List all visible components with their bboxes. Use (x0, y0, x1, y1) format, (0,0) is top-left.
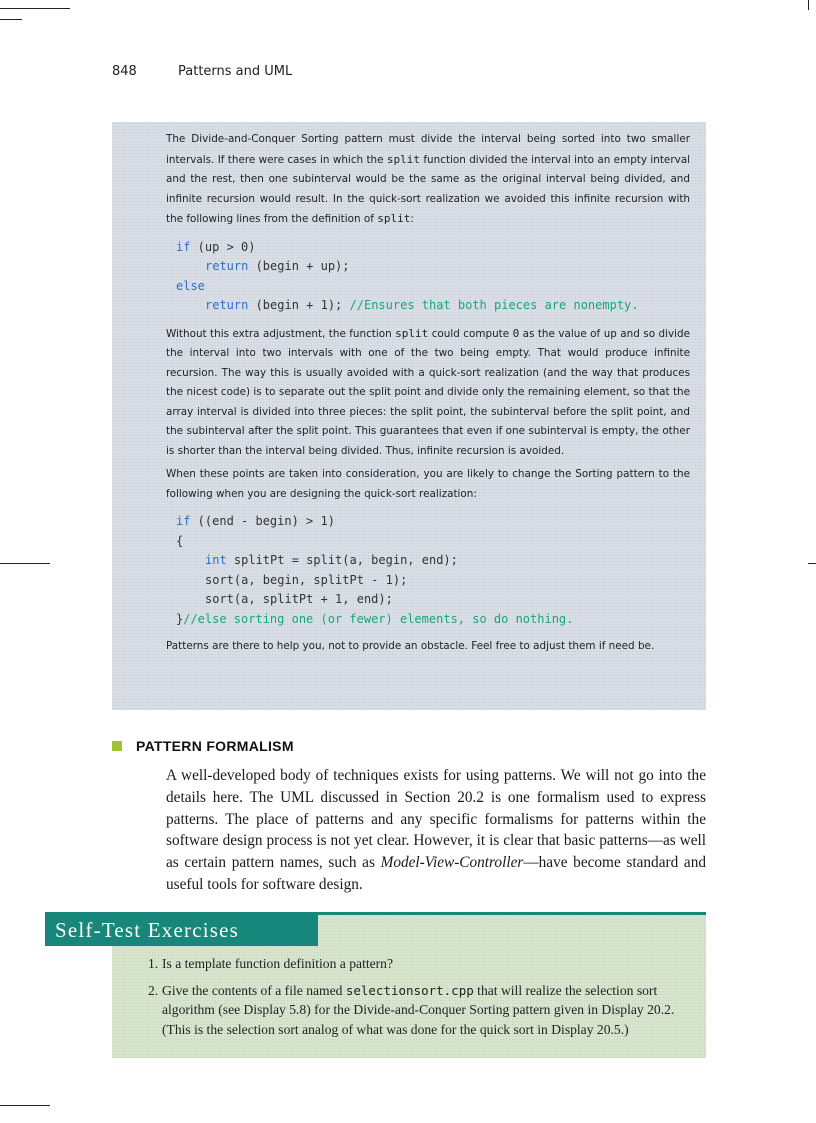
inline-code: split (395, 326, 429, 340)
tip-paragraph-1 (166, 130, 690, 230)
code-line (176, 238, 690, 258)
code-keyword: return (205, 259, 249, 273)
code-line (176, 512, 690, 532)
code-line: sort(a, splitPt + 1, end); (205, 592, 393, 606)
text-run: A well-developed body of techniques exists for using patterns. We will not go into the details here. The UML discussed in Section 20.2 is one formalism used to express patterns. The place of patterns and any specific formalisms for patterns within the software design process is not yet clear. However, it is clear that basic patterns—as well as certain pattern names, such as (166, 767, 706, 872)
list-item (148, 981, 704, 1040)
section-title: PATTERN FORMALISM (136, 738, 294, 754)
section-heading (112, 738, 294, 754)
crop-mark (808, 563, 816, 564)
code-text: (begin + 1); (248, 298, 350, 312)
item-number: 2. (148, 982, 159, 998)
running-title: Patterns and UML (178, 64, 293, 79)
code-line (176, 296, 690, 316)
text-run: The Divide-and-Conquer Sorting pattern must divide the interval being sorted into two smaller intervals. If there were cases in which the (166, 133, 690, 166)
code-line: { (176, 533, 184, 548)
item-number: 1. (148, 956, 159, 971)
code-text: } (176, 611, 184, 626)
inline-code: 0 (512, 326, 520, 340)
text-run: function divided the interval into an empty interval and the rest, then one subinterval would be the same as the original interval being divided, and infinite recursion would result. In the quick-sort realization we avoided this infinite recursion with the following lines from the definition of (166, 153, 690, 225)
self-test-list (148, 954, 704, 1046)
text-run: Is a template function definition a pattern? (162, 956, 394, 971)
tip-paragraph-3: When these points are taken into consideration, you are likely to change the Sorting pattern to the following when you are designing the quick-sort realization: (166, 468, 690, 500)
text-run: Give the contents of a file named (162, 982, 346, 998)
tip-paragraph-2 (166, 324, 690, 462)
list-item (148, 954, 704, 974)
code-block-1 (176, 238, 690, 316)
code-text: (up > 0) (190, 239, 256, 254)
text-run: : (410, 213, 414, 225)
code-block-2 (176, 512, 690, 629)
self-test-title: Self-Test Exercises (45, 915, 318, 946)
crop-mark (808, 0, 809, 10)
emphasis-text: Model-View-Controller (380, 854, 524, 872)
crop-mark (0, 563, 50, 564)
code-text: splitPt = split(a, begin, end); (226, 553, 458, 567)
code-comment: //Ensures that both pieces are nonempty. (349, 298, 639, 312)
crop-mark (0, 19, 22, 20)
code-line (176, 257, 690, 277)
text-run: as the value of (519, 327, 604, 340)
code-keyword: if (176, 239, 191, 254)
section-marker-icon (112, 741, 122, 751)
tip-paragraph-4: Patterns are there to help you, not to provide an obstacle. Feel free to adjust them if need be. (166, 640, 655, 652)
inline-code: split (386, 152, 421, 166)
code-keyword: else (176, 278, 205, 293)
inline-code: split (377, 212, 411, 225)
text-run: that will realize the selection sort algorithm (see Display 5.8) for the Divide-and-Conquer Sorting pattern given in Display 20.2. (This is the selection sort analog of what was done for the quick sort in Display 20.5.) (162, 982, 675, 1037)
inline-code: selectionsort.cpp (345, 982, 474, 998)
text-run: and so divide the interval into two intervals with one of the two being empty. That would produce infinite recursion. The way this is usually avoided with a quick-sort realization (and the way that produces the nicest code) is to separate out the split point and divide only the remaining element, so that the array interval is divided into three pieces: the split point, the subinterval before the split point, and the subinterval after the split point. This guarantees that even if one subinterval is empty, the other is shorter than the interval being divided. Thus, infinite recursion is avoided. (166, 327, 690, 457)
page-number: 848 (112, 64, 137, 79)
code-text: (begin + up); (248, 259, 350, 273)
inline-code: up (603, 326, 617, 340)
code-comment: //else sorting one (or fewer) elements, so do nothing. (183, 611, 574, 626)
code-text: ((end - begin) > 1) (190, 514, 335, 528)
code-line (176, 277, 690, 297)
code-line (176, 551, 690, 571)
code-keyword: return (205, 298, 249, 312)
text-run: Without this extra adjustment, the function (166, 327, 396, 340)
running-head (112, 64, 292, 79)
section-body (166, 765, 706, 896)
code-keyword: if (176, 514, 191, 528)
tip-box (112, 122, 706, 710)
code-line (176, 610, 690, 630)
crop-mark (0, 8, 70, 9)
code-line: sort(a, begin, splitPt - 1); (205, 572, 408, 587)
crop-mark (0, 1105, 50, 1106)
text-run: could compute (428, 327, 513, 340)
tip-box-content (166, 130, 690, 657)
code-keyword: int (205, 553, 227, 567)
text-run: —have become standard and useful tools for software design. (166, 854, 707, 893)
